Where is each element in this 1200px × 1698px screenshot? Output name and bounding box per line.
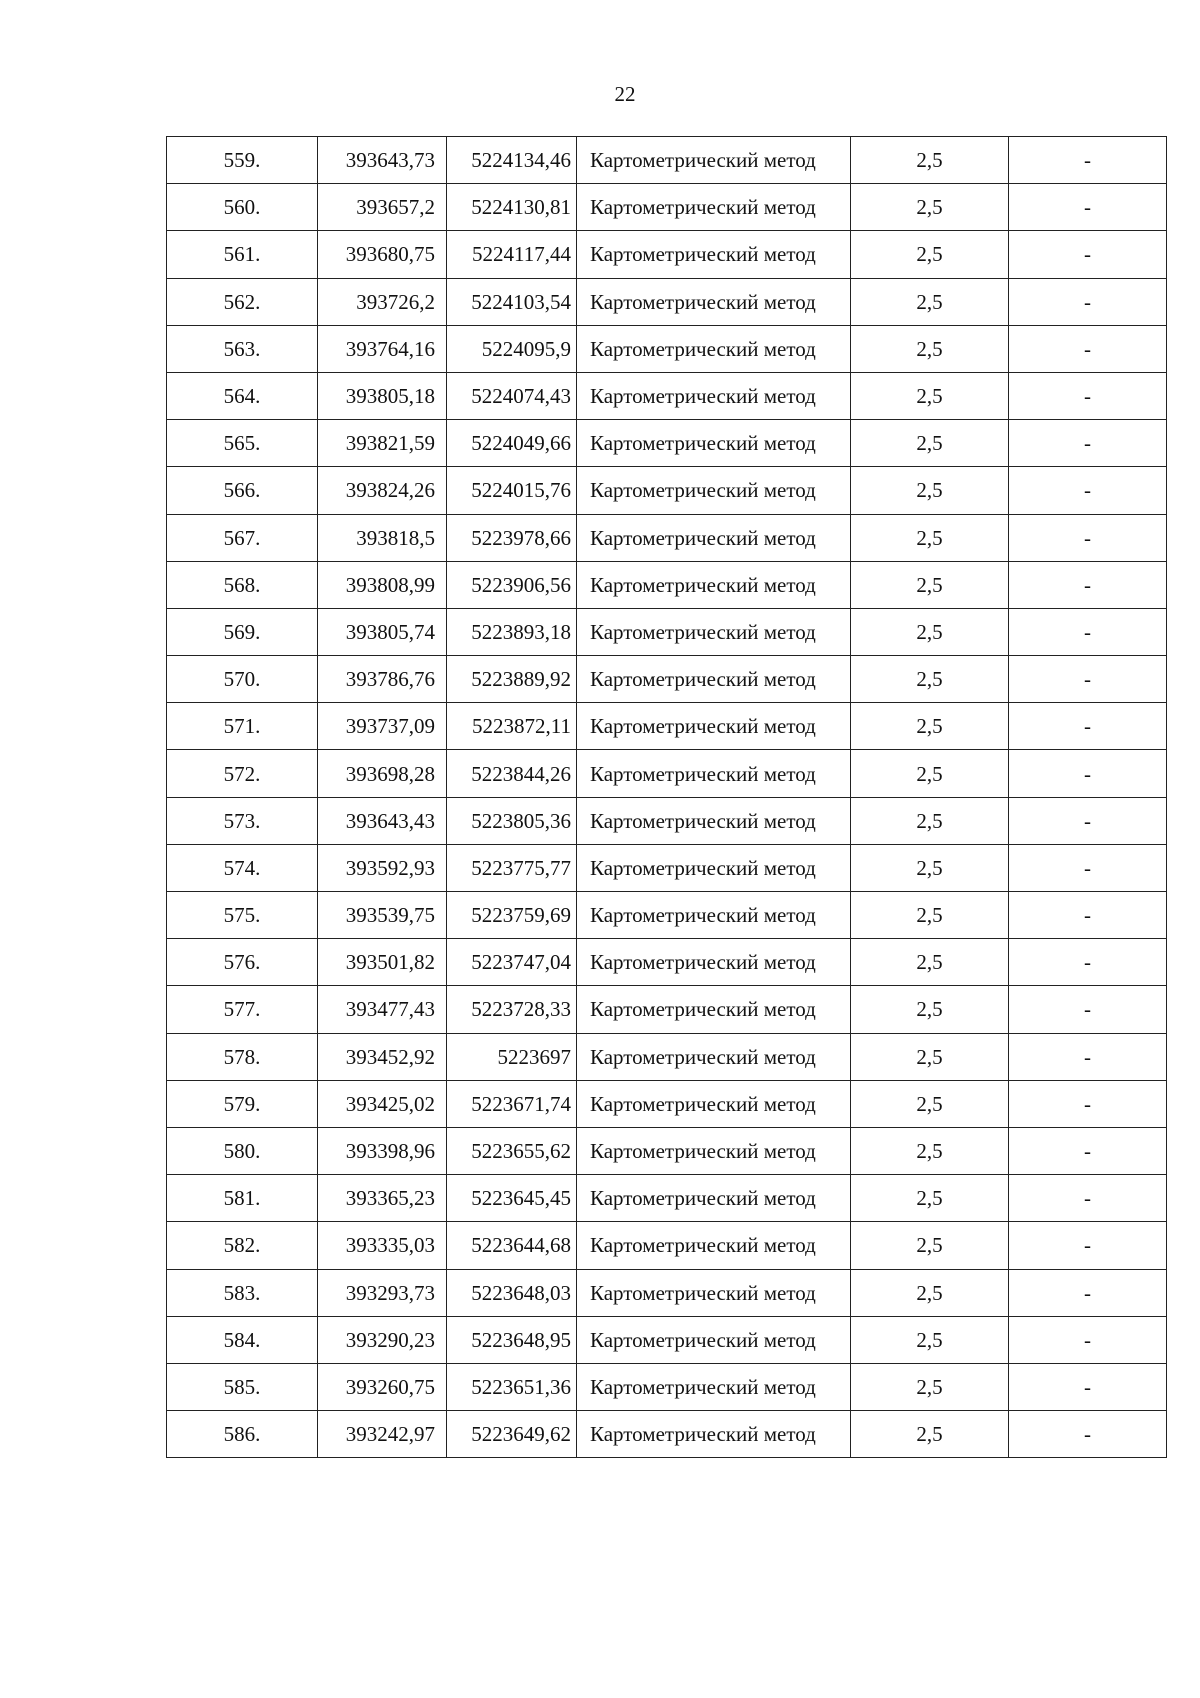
accuracy-cell: 2,5 xyxy=(851,514,1009,561)
method-cell: Картометрический метод xyxy=(577,420,851,467)
note-cell: - xyxy=(1009,797,1167,844)
method-cell: Картометрический метод xyxy=(577,372,851,419)
accuracy-cell: 2,5 xyxy=(851,1033,1009,1080)
note-cell: - xyxy=(1009,1222,1167,1269)
x-coordinate-cell: 393821,59 xyxy=(318,420,447,467)
note-cell: - xyxy=(1009,278,1167,325)
point-number-cell: 584. xyxy=(167,1316,318,1363)
table-row xyxy=(167,939,1167,986)
method-cell: Картометрический метод xyxy=(577,750,851,797)
accuracy-cell: 2,5 xyxy=(851,1411,1009,1458)
y-coordinate-cell: 5223671,74 xyxy=(447,1080,577,1127)
method-cell: Картометрический метод xyxy=(577,939,851,986)
x-coordinate-cell: 393398,96 xyxy=(318,1127,447,1174)
note-cell: - xyxy=(1009,231,1167,278)
accuracy-cell: 2,5 xyxy=(851,137,1009,184)
y-coordinate-cell: 5223805,36 xyxy=(447,797,577,844)
method-cell: Картометрический метод xyxy=(577,561,851,608)
table-row xyxy=(167,514,1167,561)
accuracy-cell: 2,5 xyxy=(851,325,1009,372)
y-coordinate-cell: 5223889,92 xyxy=(447,656,577,703)
method-cell: Картометрический метод xyxy=(577,184,851,231)
note-cell: - xyxy=(1009,1269,1167,1316)
method-cell: Картометрический метод xyxy=(577,1411,851,1458)
table-row xyxy=(167,372,1167,419)
x-coordinate-cell: 393425,02 xyxy=(318,1080,447,1127)
point-number-cell: 566. xyxy=(167,467,318,514)
note-cell: - xyxy=(1009,1363,1167,1410)
x-coordinate-cell: 393764,16 xyxy=(318,325,447,372)
note-cell: - xyxy=(1009,1175,1167,1222)
note-cell: - xyxy=(1009,608,1167,655)
note-cell: - xyxy=(1009,467,1167,514)
point-number-cell: 576. xyxy=(167,939,318,986)
y-coordinate-cell: 5223844,26 xyxy=(447,750,577,797)
table-row xyxy=(167,137,1167,184)
note-cell: - xyxy=(1009,420,1167,467)
accuracy-cell: 2,5 xyxy=(851,467,1009,514)
point-number-cell: 564. xyxy=(167,372,318,419)
method-cell: Картометрический метод xyxy=(577,1127,851,1174)
method-cell: Картометрический метод xyxy=(577,1175,851,1222)
method-cell: Картометрический метод xyxy=(577,1363,851,1410)
note-cell: - xyxy=(1009,325,1167,372)
table-row xyxy=(167,986,1167,1033)
point-number-cell: 561. xyxy=(167,231,318,278)
accuracy-cell: 2,5 xyxy=(851,231,1009,278)
y-coordinate-cell: 5224015,76 xyxy=(447,467,577,514)
y-coordinate-cell: 5223644,68 xyxy=(447,1222,577,1269)
accuracy-cell: 2,5 xyxy=(851,750,1009,797)
y-coordinate-cell: 5224074,43 xyxy=(447,372,577,419)
note-cell: - xyxy=(1009,844,1167,891)
point-number-cell: 585. xyxy=(167,1363,318,1410)
accuracy-cell: 2,5 xyxy=(851,986,1009,1033)
point-number-cell: 578. xyxy=(167,1033,318,1080)
accuracy-cell: 2,5 xyxy=(851,703,1009,750)
x-coordinate-cell: 393477,43 xyxy=(318,986,447,1033)
note-cell: - xyxy=(1009,514,1167,561)
method-cell: Картометрический метод xyxy=(577,1316,851,1363)
point-number-cell: 581. xyxy=(167,1175,318,1222)
x-coordinate-cell: 393786,76 xyxy=(318,656,447,703)
point-number-cell: 572. xyxy=(167,750,318,797)
note-cell: - xyxy=(1009,1080,1167,1127)
y-coordinate-cell: 5224130,81 xyxy=(447,184,577,231)
table-row xyxy=(167,561,1167,608)
table-row xyxy=(167,1222,1167,1269)
y-coordinate-cell: 5223648,03 xyxy=(447,1269,577,1316)
method-cell: Картометрический метод xyxy=(577,703,851,750)
method-cell: Картометрический метод xyxy=(577,137,851,184)
x-coordinate-cell: 393805,18 xyxy=(318,372,447,419)
point-number-cell: 574. xyxy=(167,844,318,891)
table-row xyxy=(167,467,1167,514)
y-coordinate-cell: 5223649,62 xyxy=(447,1411,577,1458)
accuracy-cell: 2,5 xyxy=(851,1175,1009,1222)
x-coordinate-cell: 393260,75 xyxy=(318,1363,447,1410)
note-cell: - xyxy=(1009,939,1167,986)
method-cell: Картометрический метод xyxy=(577,467,851,514)
x-coordinate-cell: 393818,5 xyxy=(318,514,447,561)
x-coordinate-cell: 393680,75 xyxy=(318,231,447,278)
x-coordinate-cell: 393643,43 xyxy=(318,797,447,844)
accuracy-cell: 2,5 xyxy=(851,608,1009,655)
table-row xyxy=(167,656,1167,703)
x-coordinate-cell: 393824,26 xyxy=(318,467,447,514)
accuracy-cell: 2,5 xyxy=(851,561,1009,608)
point-number-cell: 559. xyxy=(167,137,318,184)
note-cell: - xyxy=(1009,703,1167,750)
accuracy-cell: 2,5 xyxy=(851,797,1009,844)
table-row xyxy=(167,325,1167,372)
point-number-cell: 583. xyxy=(167,1269,318,1316)
y-coordinate-cell: 5223648,95 xyxy=(447,1316,577,1363)
x-coordinate-cell: 393365,23 xyxy=(318,1175,447,1222)
point-number-cell: 575. xyxy=(167,892,318,939)
point-number-cell: 573. xyxy=(167,797,318,844)
y-coordinate-cell: 5224095,9 xyxy=(447,325,577,372)
table-row xyxy=(167,703,1167,750)
point-number-cell: 579. xyxy=(167,1080,318,1127)
y-coordinate-cell: 5223978,66 xyxy=(447,514,577,561)
table-row xyxy=(167,184,1167,231)
point-number-cell: 577. xyxy=(167,986,318,1033)
table-row xyxy=(167,608,1167,655)
x-coordinate-cell: 393592,93 xyxy=(318,844,447,891)
x-coordinate-cell: 393726,2 xyxy=(318,278,447,325)
point-number-cell: 580. xyxy=(167,1127,318,1174)
coordinates-table xyxy=(166,136,1167,1458)
table-row xyxy=(167,1080,1167,1127)
note-cell: - xyxy=(1009,184,1167,231)
table-row xyxy=(167,1127,1167,1174)
x-coordinate-cell: 393805,74 xyxy=(318,608,447,655)
table-row xyxy=(167,420,1167,467)
x-coordinate-cell: 393452,92 xyxy=(318,1033,447,1080)
note-cell: - xyxy=(1009,561,1167,608)
page-number: 22 xyxy=(614,82,636,106)
coordinates-table-body xyxy=(167,137,1167,1458)
accuracy-cell: 2,5 xyxy=(851,1269,1009,1316)
x-coordinate-cell: 393539,75 xyxy=(318,892,447,939)
table-row xyxy=(167,231,1167,278)
accuracy-cell: 2,5 xyxy=(851,1080,1009,1127)
table-row xyxy=(167,278,1167,325)
y-coordinate-cell: 5223645,45 xyxy=(447,1175,577,1222)
note-cell: - xyxy=(1009,750,1167,797)
note-cell: - xyxy=(1009,1316,1167,1363)
x-coordinate-cell: 393808,99 xyxy=(318,561,447,608)
table-row xyxy=(167,750,1167,797)
x-coordinate-cell: 393737,09 xyxy=(318,703,447,750)
point-number-cell: 586. xyxy=(167,1411,318,1458)
method-cell: Картометрический метод xyxy=(577,656,851,703)
y-coordinate-cell: 5224134,46 xyxy=(447,137,577,184)
point-number-cell: 569. xyxy=(167,608,318,655)
point-number-cell: 563. xyxy=(167,325,318,372)
accuracy-cell: 2,5 xyxy=(851,1316,1009,1363)
note-cell: - xyxy=(1009,892,1167,939)
point-number-cell: 570. xyxy=(167,656,318,703)
y-coordinate-cell: 5223651,36 xyxy=(447,1363,577,1410)
method-cell: Картометрический метод xyxy=(577,1269,851,1316)
accuracy-cell: 2,5 xyxy=(851,892,1009,939)
point-number-cell: 565. xyxy=(167,420,318,467)
table-row xyxy=(167,892,1167,939)
x-coordinate-cell: 393643,73 xyxy=(318,137,447,184)
y-coordinate-cell: 5223775,77 xyxy=(447,844,577,891)
point-number-cell: 571. xyxy=(167,703,318,750)
accuracy-cell: 2,5 xyxy=(851,939,1009,986)
y-coordinate-cell: 5223728,33 xyxy=(447,986,577,1033)
table-row xyxy=(167,1033,1167,1080)
method-cell: Картометрический метод xyxy=(577,1222,851,1269)
x-coordinate-cell: 393242,97 xyxy=(318,1411,447,1458)
method-cell: Картометрический метод xyxy=(577,844,851,891)
note-cell: - xyxy=(1009,1127,1167,1174)
point-number-cell: 567. xyxy=(167,514,318,561)
accuracy-cell: 2,5 xyxy=(851,1127,1009,1174)
y-coordinate-cell: 5224103,54 xyxy=(447,278,577,325)
method-cell: Картометрический метод xyxy=(577,278,851,325)
note-cell: - xyxy=(1009,372,1167,419)
method-cell: Картометрический метод xyxy=(577,231,851,278)
accuracy-cell: 2,5 xyxy=(851,844,1009,891)
note-cell: - xyxy=(1009,986,1167,1033)
note-cell: - xyxy=(1009,137,1167,184)
table-row xyxy=(167,1363,1167,1410)
point-number-cell: 568. xyxy=(167,561,318,608)
y-coordinate-cell: 5223906,56 xyxy=(447,561,577,608)
y-coordinate-cell: 5223747,04 xyxy=(447,939,577,986)
method-cell: Картометрический метод xyxy=(577,892,851,939)
x-coordinate-cell: 393657,2 xyxy=(318,184,447,231)
accuracy-cell: 2,5 xyxy=(851,420,1009,467)
accuracy-cell: 2,5 xyxy=(851,1222,1009,1269)
accuracy-cell: 2,5 xyxy=(851,278,1009,325)
table-row xyxy=(167,1175,1167,1222)
method-cell: Картометрический метод xyxy=(577,797,851,844)
method-cell: Картометрический метод xyxy=(577,1033,851,1080)
accuracy-cell: 2,5 xyxy=(851,372,1009,419)
method-cell: Картометрический метод xyxy=(577,325,851,372)
table-row xyxy=(167,1411,1167,1458)
x-coordinate-cell: 393290,23 xyxy=(318,1316,447,1363)
point-number-cell: 562. xyxy=(167,278,318,325)
method-cell: Картометрический метод xyxy=(577,514,851,561)
accuracy-cell: 2,5 xyxy=(851,1363,1009,1410)
x-coordinate-cell: 393501,82 xyxy=(318,939,447,986)
y-coordinate-cell: 5223759,69 xyxy=(447,892,577,939)
y-coordinate-cell: 5223893,18 xyxy=(447,608,577,655)
x-coordinate-cell: 393698,28 xyxy=(318,750,447,797)
table-row xyxy=(167,1316,1167,1363)
y-coordinate-cell: 5223872,11 xyxy=(447,703,577,750)
table-row xyxy=(167,797,1167,844)
method-cell: Картометрический метод xyxy=(577,986,851,1033)
point-number-cell: 582. xyxy=(167,1222,318,1269)
y-coordinate-cell: 5224049,66 xyxy=(447,420,577,467)
method-cell: Картометрический метод xyxy=(577,608,851,655)
y-coordinate-cell: 5223655,62 xyxy=(447,1127,577,1174)
accuracy-cell: 2,5 xyxy=(851,184,1009,231)
y-coordinate-cell: 5223697 xyxy=(447,1033,577,1080)
table-row xyxy=(167,844,1167,891)
y-coordinate-cell: 5224117,44 xyxy=(447,231,577,278)
note-cell: - xyxy=(1009,1033,1167,1080)
method-cell: Картометрический метод xyxy=(577,1080,851,1127)
x-coordinate-cell: 393293,73 xyxy=(318,1269,447,1316)
note-cell: - xyxy=(1009,1411,1167,1458)
note-cell: - xyxy=(1009,656,1167,703)
x-coordinate-cell: 393335,03 xyxy=(318,1222,447,1269)
point-number-cell: 560. xyxy=(167,184,318,231)
table-row xyxy=(167,1269,1167,1316)
accuracy-cell: 2,5 xyxy=(851,656,1009,703)
